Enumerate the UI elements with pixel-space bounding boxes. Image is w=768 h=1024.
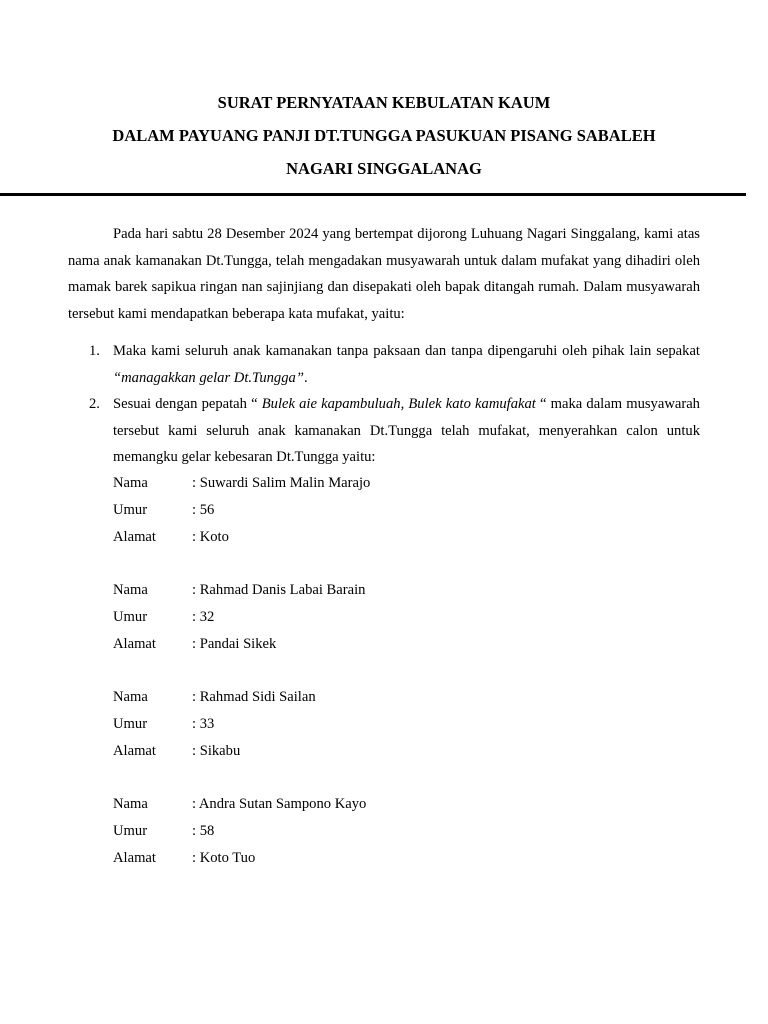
name-label: Nama — [113, 475, 148, 491]
candidate-age-row — [113, 497, 513, 524]
age-label: Umur — [113, 608, 148, 625]
candidate-name-row — [113, 577, 513, 604]
candidate-name-row — [113, 684, 513, 711]
list-item-number: 1. — [89, 343, 100, 359]
candidate-age: : 32 — [192, 608, 215, 625]
candidate-address-row — [113, 845, 513, 872]
list-item-text — [113, 396, 700, 465]
document-subtitle: DALAM PAYUANG PANJI DT.TUNGGA PASUKUAN PISANG SABALEH — [112, 126, 656, 145]
candidate-name: : Suwardi Salim Malin Marajo — [192, 475, 371, 491]
age-label: Umur — [113, 822, 148, 839]
candidate-block-2 — [113, 577, 513, 657]
candidate-age: : 33 — [192, 715, 215, 732]
header-divider — [0, 193, 746, 196]
candidate-address-row — [113, 631, 513, 658]
list-item-text-end: “ maka dalam musyawarah tersebut kami seluruh anak kamanakan Dt.Tungga telah mufakat, menyerahkan calon untuk memangku gelar kebesaran Dt.Tungga yaitu: — [113, 396, 700, 466]
age-label: Umur — [113, 501, 148, 518]
candidate-address-row — [113, 738, 513, 765]
candidate-age: : 56 — [192, 501, 215, 518]
list-item — [68, 391, 700, 471]
address-label: Alamat — [113, 742, 156, 759]
name-label: Nama — [113, 796, 148, 812]
candidate-address: : Koto Tuo — [192, 849, 256, 866]
name-label: Nama — [113, 689, 148, 705]
candidate-age-row — [113, 604, 513, 631]
candidate-address: : Sikabu — [192, 742, 241, 759]
candidate-address: : Pandai Sikek — [192, 635, 277, 652]
candidate-age-row — [113, 818, 513, 845]
candidate-block-3 — [113, 684, 513, 764]
age-label: Umur — [113, 715, 148, 732]
address-label: Alamat — [113, 635, 156, 652]
document-title: SURAT PERNYATAAN KEBULATAN KAUM — [217, 93, 551, 112]
candidate-block-4 — [113, 791, 513, 871]
candidate-age: : 58 — [192, 822, 215, 839]
list-item-quote: “managakkan gelar Dt.Tungga” — [113, 369, 304, 386]
document-subtitle-nagari: NAGARI SINGGALANAG — [286, 159, 482, 178]
candidate-name: : Rahmad Sidi Sailan — [192, 689, 316, 705]
name-label: Nama — [113, 582, 148, 598]
candidate-age-row — [113, 711, 513, 738]
list-item-number: 2. — [89, 396, 100, 413]
address-label: Alamat — [113, 849, 156, 866]
candidate-address: : Koto — [192, 528, 229, 545]
intro-paragraph: Pada hari sabtu 28 Desember 2024 yang bertempat dijorong Luhuang Nagari Singgalang, kami atas nama anak kamanakan Dt.Tungga, telah mengadakan musyawarah untuk dalam mufakat yang dihadiri oleh mamak barek sapikua ringan nan sajinjiang dan disepakati oleh bapak ditangah rumah. Dalam musyawarah tersebut kami mendapatkan beberapa kata mufakat, yaitu: — [68, 226, 700, 322]
list-item-text-start: Maka kami seluruh anak kamanakan tanpa paksaan dan tanpa dipengaruhi oleh pihak lain sepakat — [113, 343, 700, 359]
agreement-list — [68, 338, 700, 471]
candidate-address-row — [113, 524, 513, 551]
candidate-block-1 — [113, 470, 513, 550]
candidate-name-row — [113, 791, 513, 818]
candidate-name: : Andra Sutan Sampono Kayo — [192, 796, 367, 812]
address-label: Alamat — [113, 528, 156, 545]
list-item — [68, 338, 700, 391]
list-item-text-start: Sesuai dengan pepatah “ — [113, 396, 262, 413]
list-item-quote: Bulek aie kapambuluah, Bulek kato kamufakat — [261, 396, 536, 413]
candidate-name-row — [113, 470, 513, 497]
list-item-text — [113, 343, 700, 386]
list-item-text-end: . — [303, 369, 308, 386]
candidate-name: : Rahmad Danis Labai Barain — [192, 582, 366, 598]
